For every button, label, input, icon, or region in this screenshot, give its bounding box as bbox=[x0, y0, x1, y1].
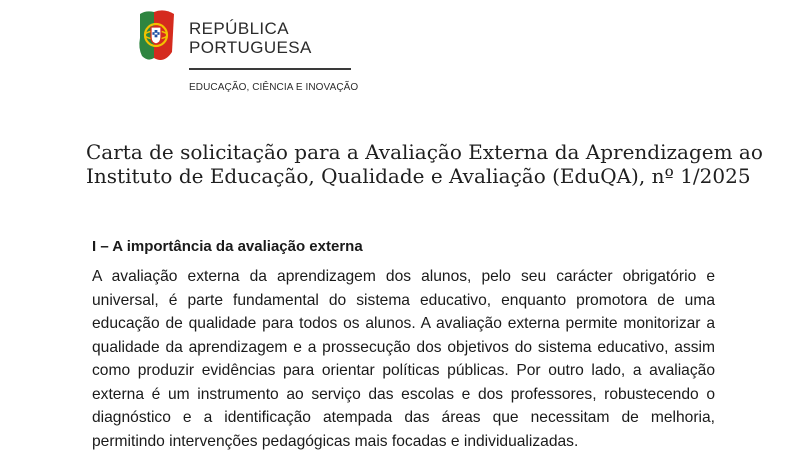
government-name-line2: PORTUGUESA bbox=[189, 38, 312, 57]
government-name-line1: REPÚBLICA bbox=[189, 19, 289, 38]
paragraph-line: como produzir evidências para orientar políticas públicas. Por outro lado, a avaliação bbox=[92, 362, 715, 379]
body-paragraph bbox=[92, 265, 715, 453]
government-name bbox=[189, 19, 312, 57]
paragraph-line: externa é um instrumento ao serviço das escolas e dos professores, robustecendo o bbox=[92, 385, 715, 403]
portugal-coat-of-arms-icon bbox=[136, 8, 178, 66]
paragraph-line: A avaliação externa da aprendizagem dos alunos, pelo seu carácter obrigatório e bbox=[92, 268, 715, 285]
paragraph-line: permitindo intervenções pedagógicas mais focadas e individualizadas. bbox=[92, 432, 579, 450]
document-title bbox=[86, 140, 766, 188]
paragraph-line: universal, é parte fundamental do sistema educativo, enquanto promotora de uma bbox=[92, 291, 715, 309]
document-title-line2: Instituto de Educação, Qualidade e Avaliação (EduQA), nº 1/2025 bbox=[86, 164, 751, 188]
ministry-name: EDUCAÇÃO, CIÊNCIA E INOVAÇÃO bbox=[189, 82, 359, 93]
document-title-line1: Carta de solicitação para a Avaliação Externa da Aprendizagem ao bbox=[86, 140, 763, 164]
paragraph-line: qualidade da aprendizagem e a prossecução dos objetivos do sistema educativo, assim bbox=[92, 338, 715, 356]
paragraph-line: educação de qualidade para todos os alunos. A avaliação externa permite monitorizar a bbox=[92, 315, 715, 332]
letterhead bbox=[136, 8, 359, 98]
section-heading: I – A importância da avaliação externa bbox=[92, 238, 363, 255]
paragraph-line: diagnóstico e a identificação atempada das áreas que necessitam de melhoria, bbox=[92, 409, 715, 426]
header-divider bbox=[189, 68, 351, 70]
